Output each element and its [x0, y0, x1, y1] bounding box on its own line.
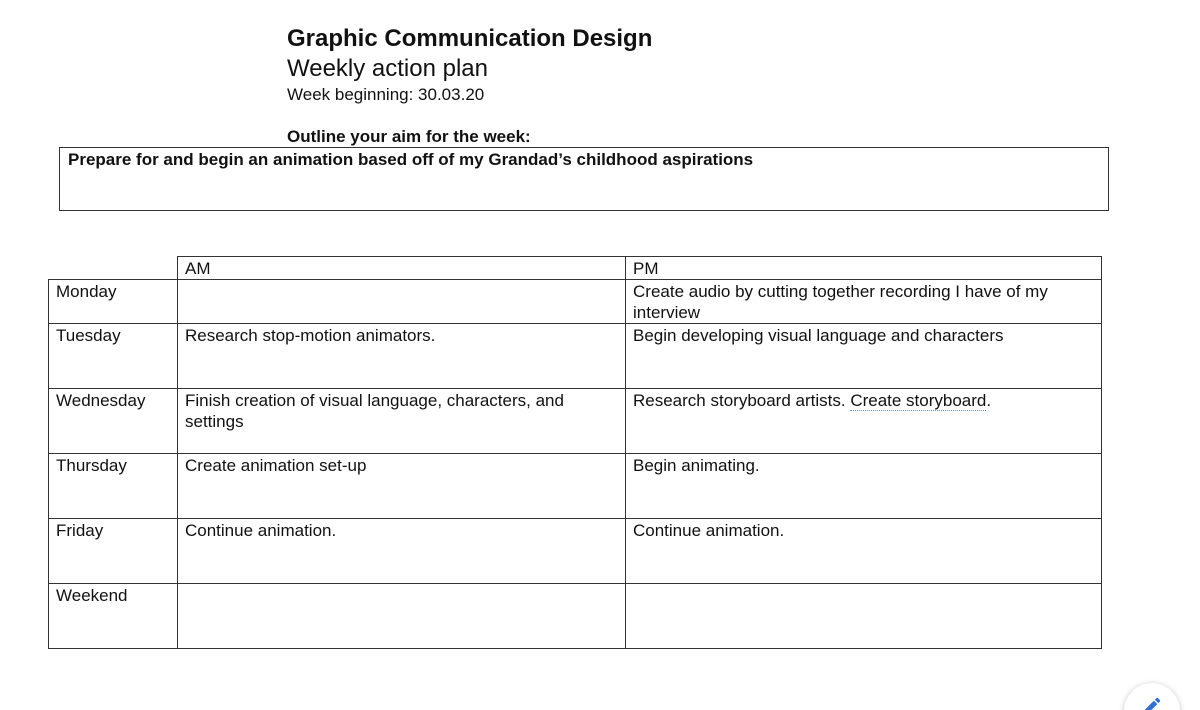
am-cell	[178, 584, 626, 649]
aim-box: Prepare for and begin an animation based off of my Grandad’s childhood aspirations	[59, 147, 1109, 211]
table-row	[49, 324, 1102, 389]
aim-label: Outline your aim for the week:	[287, 127, 531, 146]
am-cell: Continue animation.	[178, 519, 626, 584]
spellcheck-underlined-text: Create storyboard	[850, 391, 987, 410]
table-row	[49, 280, 1102, 324]
pencil-icon	[1141, 695, 1163, 710]
pm-cell: Continue animation.	[626, 519, 1102, 584]
pm-text-part: .	[986, 391, 992, 410]
pm-cell: Begin developing visual language and characters	[626, 324, 1102, 389]
edit-button[interactable]	[1124, 683, 1180, 710]
am-cell: Finish creation of visual language, characters, and settings	[178, 389, 626, 454]
weekly-plan-table	[48, 256, 1102, 649]
document-header	[287, 24, 652, 106]
pm-cell	[626, 389, 1102, 454]
pm-cell	[626, 584, 1102, 649]
day-cell: Tuesday	[49, 324, 178, 389]
column-header-am: AM	[178, 257, 626, 280]
pm-cell: Create audio by cutting together recording I have of my interview	[626, 280, 1102, 324]
day-cell: Friday	[49, 519, 178, 584]
table-row	[49, 519, 1102, 584]
document-subtitle: Weekly action plan	[287, 55, 488, 82]
am-cell: Create animation set-up	[178, 454, 626, 519]
document-title: Graphic Communication Design	[287, 25, 653, 52]
table-corner-cell	[49, 257, 178, 280]
am-cell	[178, 280, 626, 324]
day-cell: Wednesday	[49, 389, 178, 454]
week-beginning: Week beginning: 30.03.20	[287, 85, 485, 104]
day-cell: Weekend	[49, 584, 178, 649]
day-cell: Thursday	[49, 454, 178, 519]
day-cell: Monday	[49, 280, 178, 324]
table-row	[49, 454, 1102, 519]
column-header-pm: PM	[626, 257, 1102, 280]
table-row	[49, 389, 1102, 454]
table-header-row	[49, 257, 1102, 280]
pm-cell: Begin animating.	[626, 454, 1102, 519]
pm-text-part: Research storyboard artists.	[633, 391, 851, 410]
am-cell: Research stop-motion animators.	[178, 324, 626, 389]
table-row	[49, 584, 1102, 649]
